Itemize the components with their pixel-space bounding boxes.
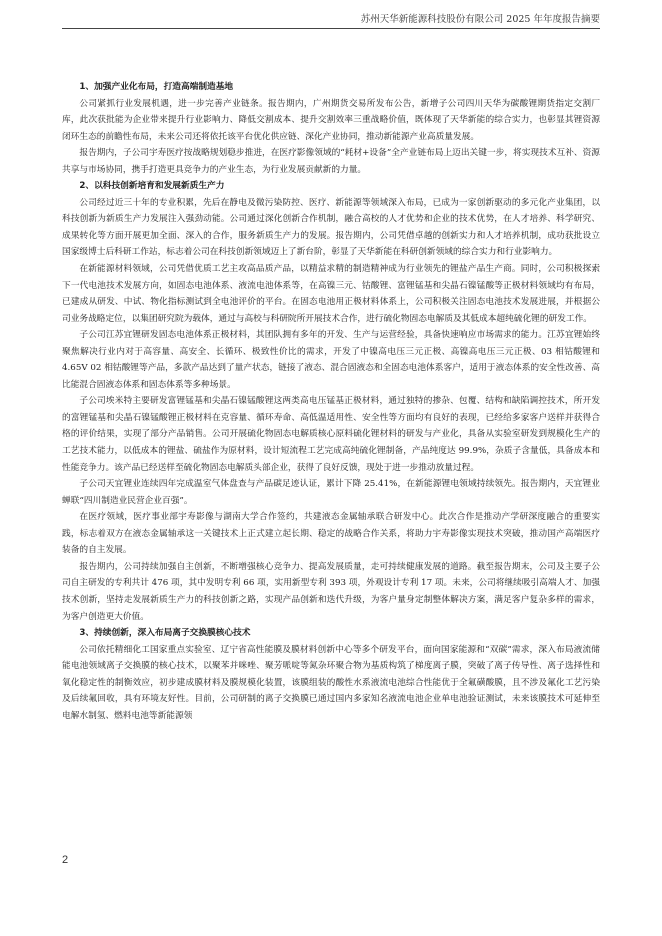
section-1-paragraph: 报告期内，子公司宇寿医疗按战略规划稳步推进，在医疗影像领域的“耗材+设备”全产业链布局上迈出关键一步，将实现技术互补、资源共享与市场协同，携手打造更具竞争力的产业生态，为行业发展贡献新的力量。 bbox=[62, 148, 600, 175]
section-2-paragraph: 公司经过近三十年的专业积累，先后在静电及微污染防控、医疗、新能源等领域深入布局，已成为一家创新驱动的多元化产业集团，以科技创新为新质生产力发展注入强劲动能。公司通过深化创新合作机制，融合高校的人才优势和企业的技术优势，在人才培养、科学研究、成果转化等方面开展更加全面、深入的合作，服务新质生产力的发展。报告期内，公司凭借卓越的创新实力和人才培养机制，成功获批设立国家级博士后科研工作站，标志着公司在科技创新领域迈上了新台阶，彰显了天华新能在科研创新领域的综合实力和行业影响力。 bbox=[62, 197, 600, 258]
section-2-paragraph: 报告期内，公司持续加强自主创新，不断增强核心竞争力、提高发展质量，走可持续健康发展的道路。截至报告期末，公司及主要子公司自主研发的专利共计 476 项，其中发明专利 66 项，实用新型专利 393 项，外观设计专利 17 项。未来，公司将继续吸引高端人才、加强技术创新，坚持走发展新质生产力的科技创新之路，实现产品创新和迭代升级，为客户量身定制整体解决方案，满足客户复杂多样的需求，为客户创造更大价值。 bbox=[62, 561, 600, 622]
section-2-paragraph: 子公司埃米特主要研发富锂锰基和尖晶石镍锰酸锂这两类高电压锰基正极材料，通过独特的掺杂、包覆、结构和缺陷调控技术，所开发的富锂锰基和尖晶石镍锰酸锂正极材料在克容量、循环寿命、高低温适用性、安全性等方面均有良好的表现，已经给多家客户送样并获得合格的评价结果，实现了部分产品销售。公司开展硫化物固态电解质核心原料硫化锂材料的研发与产业化，具备从实验室研发到规模化生产的工艺技术能力，以低成本的锂盐、硫盐作为原材料，设计短流程工艺完成高纯硫化锂制备，产品纯度达 99.9%，杂质子含量低，具备成本和性能竞争力。该产品已经送样至硫化物固态电解质头部企业，获得了良好反馈，现处于进一步推动放量过程。 bbox=[62, 396, 600, 473]
section-2-paragraph: 在新能源材料领域，公司凭借优质工艺主攻高品质产品，以精益求精的制造精神成为行业领先的锂盐产品生产商。同时，公司积极探索下一代电池技术发展方向，如固态电池体系、液流电池体系等，在高镍三元、钴酸锂、富锂锰基和尖晶石镍锰酸等正极材料领域均有布局，已建成从研发、中试、物化指标测试到全电池评价的平台。在固态电池用正极材料体系上，公司积极关注固态电池技术发展进展，并根据公司业务战略定位，以集团研究院为载体，通过与高校与科研院所开展技术合作，进行硫化物固态电解质及其低成本超纯硫化锂的研发工作。 bbox=[62, 264, 600, 324]
section-3-paragraph: 公司依托精细化工国家重点实验室、辽宁省高性能膜及膜材料创新中心等多个研发平台，面向国家能源和“双碳”需求，深入布局液流储能电池领域离子交换膜的核心技术，以聚苯并咪唑、聚芳哌啶等氮杂环聚合物为基质构筑了梯度离子膜，突破了离子传导性、离子选择性和氧化稳定性的制衡效应，初步建成膜材料及膜规模化装置，该膜组装的酸性水系液流电池综合性能优于全氟磺酸膜，且不涉及氟化工艺污染及后续氟回收，具有环境友好性。目前，公司研制的离子交换膜已通过国内多家知名液流电池企业单电池验证测试，未来该膜技术可延伸至电解水制氢、燃料电池等新能源领 bbox=[62, 644, 600, 721]
section-2-heading: 2、以科技创新培育和发展新质生产力 bbox=[79, 181, 225, 192]
section-1-paragraph: 公司紧抓行业发展机遇，进一步完善产业链条。报告期内，广州期货交易所发布公告，新增子公司四川天华为碳酸锂期货指定交割厂库，此次获批能为企业带来提升行业影响力、降低交割成本、提升交割效率三重战略价值，既体现了天华新能的综合实力，也彰显其锂资源闭环生态的前瞻性布局，未来公司还将依托该平台优化供应链、深化产业协同，推动新能源产业高质量发展。 bbox=[62, 98, 600, 142]
section-2-paragraph: 子公司天宜锂业连续四年完成温室气体盘查与产品碳足迹认证，累计下降 25.41%，在新能源锂电领域持续领先。报告期内，天宜锂业蝉联“四川制造业民营企业百强”。 bbox=[62, 479, 600, 506]
report-title: 苏州天华新能源科技股份有限公司 2025 年年度报告摘要 bbox=[360, 14, 600, 25]
section-3-heading: 3、持续创新，深入布局离子交换膜核心技术 bbox=[79, 628, 251, 639]
section-1-heading: 1、加强产业化布局，打造高端制造基地 bbox=[79, 82, 234, 92]
document-body bbox=[62, 79, 600, 724]
section-2-paragraph: 在医疗领域，医疗事业部宇寿影像与湖南大学合作签约，共建液态金属轴承联合研发中心。此次合作是推动产学研深度融合的重要实践，标志着双方在液态金属轴承这一关键技术上正式建立起长期、稳定的战略合作关系，将助力宇寿影像实现技术突破，推动国产高端医疗装备的自主发展。 bbox=[62, 512, 600, 556]
section-2-paragraph: 子公司江苏宜锂研发固态电池体系正极材料，其团队拥有多年的开发、生产与运营经验，具备快速响应市场需求的能力。江苏宜锂始终聚焦解决行业内对于高容量、高安全、长循环、极致性价比的需求，开发了中镍高电压三元正极、高镍高电压三元正极、03 相钴酸锂和 4.65V 02 相钴酸锂等产品，多款产品达到了量产状态，链接了液态、混合固液态和全固态电池体系客户，适用于液态体系的安全性改善、高比能混合固液态体系和固态体系等多种场景。 bbox=[62, 330, 600, 390]
page-header bbox=[62, 12, 600, 29]
page-number: 2 bbox=[62, 854, 69, 866]
